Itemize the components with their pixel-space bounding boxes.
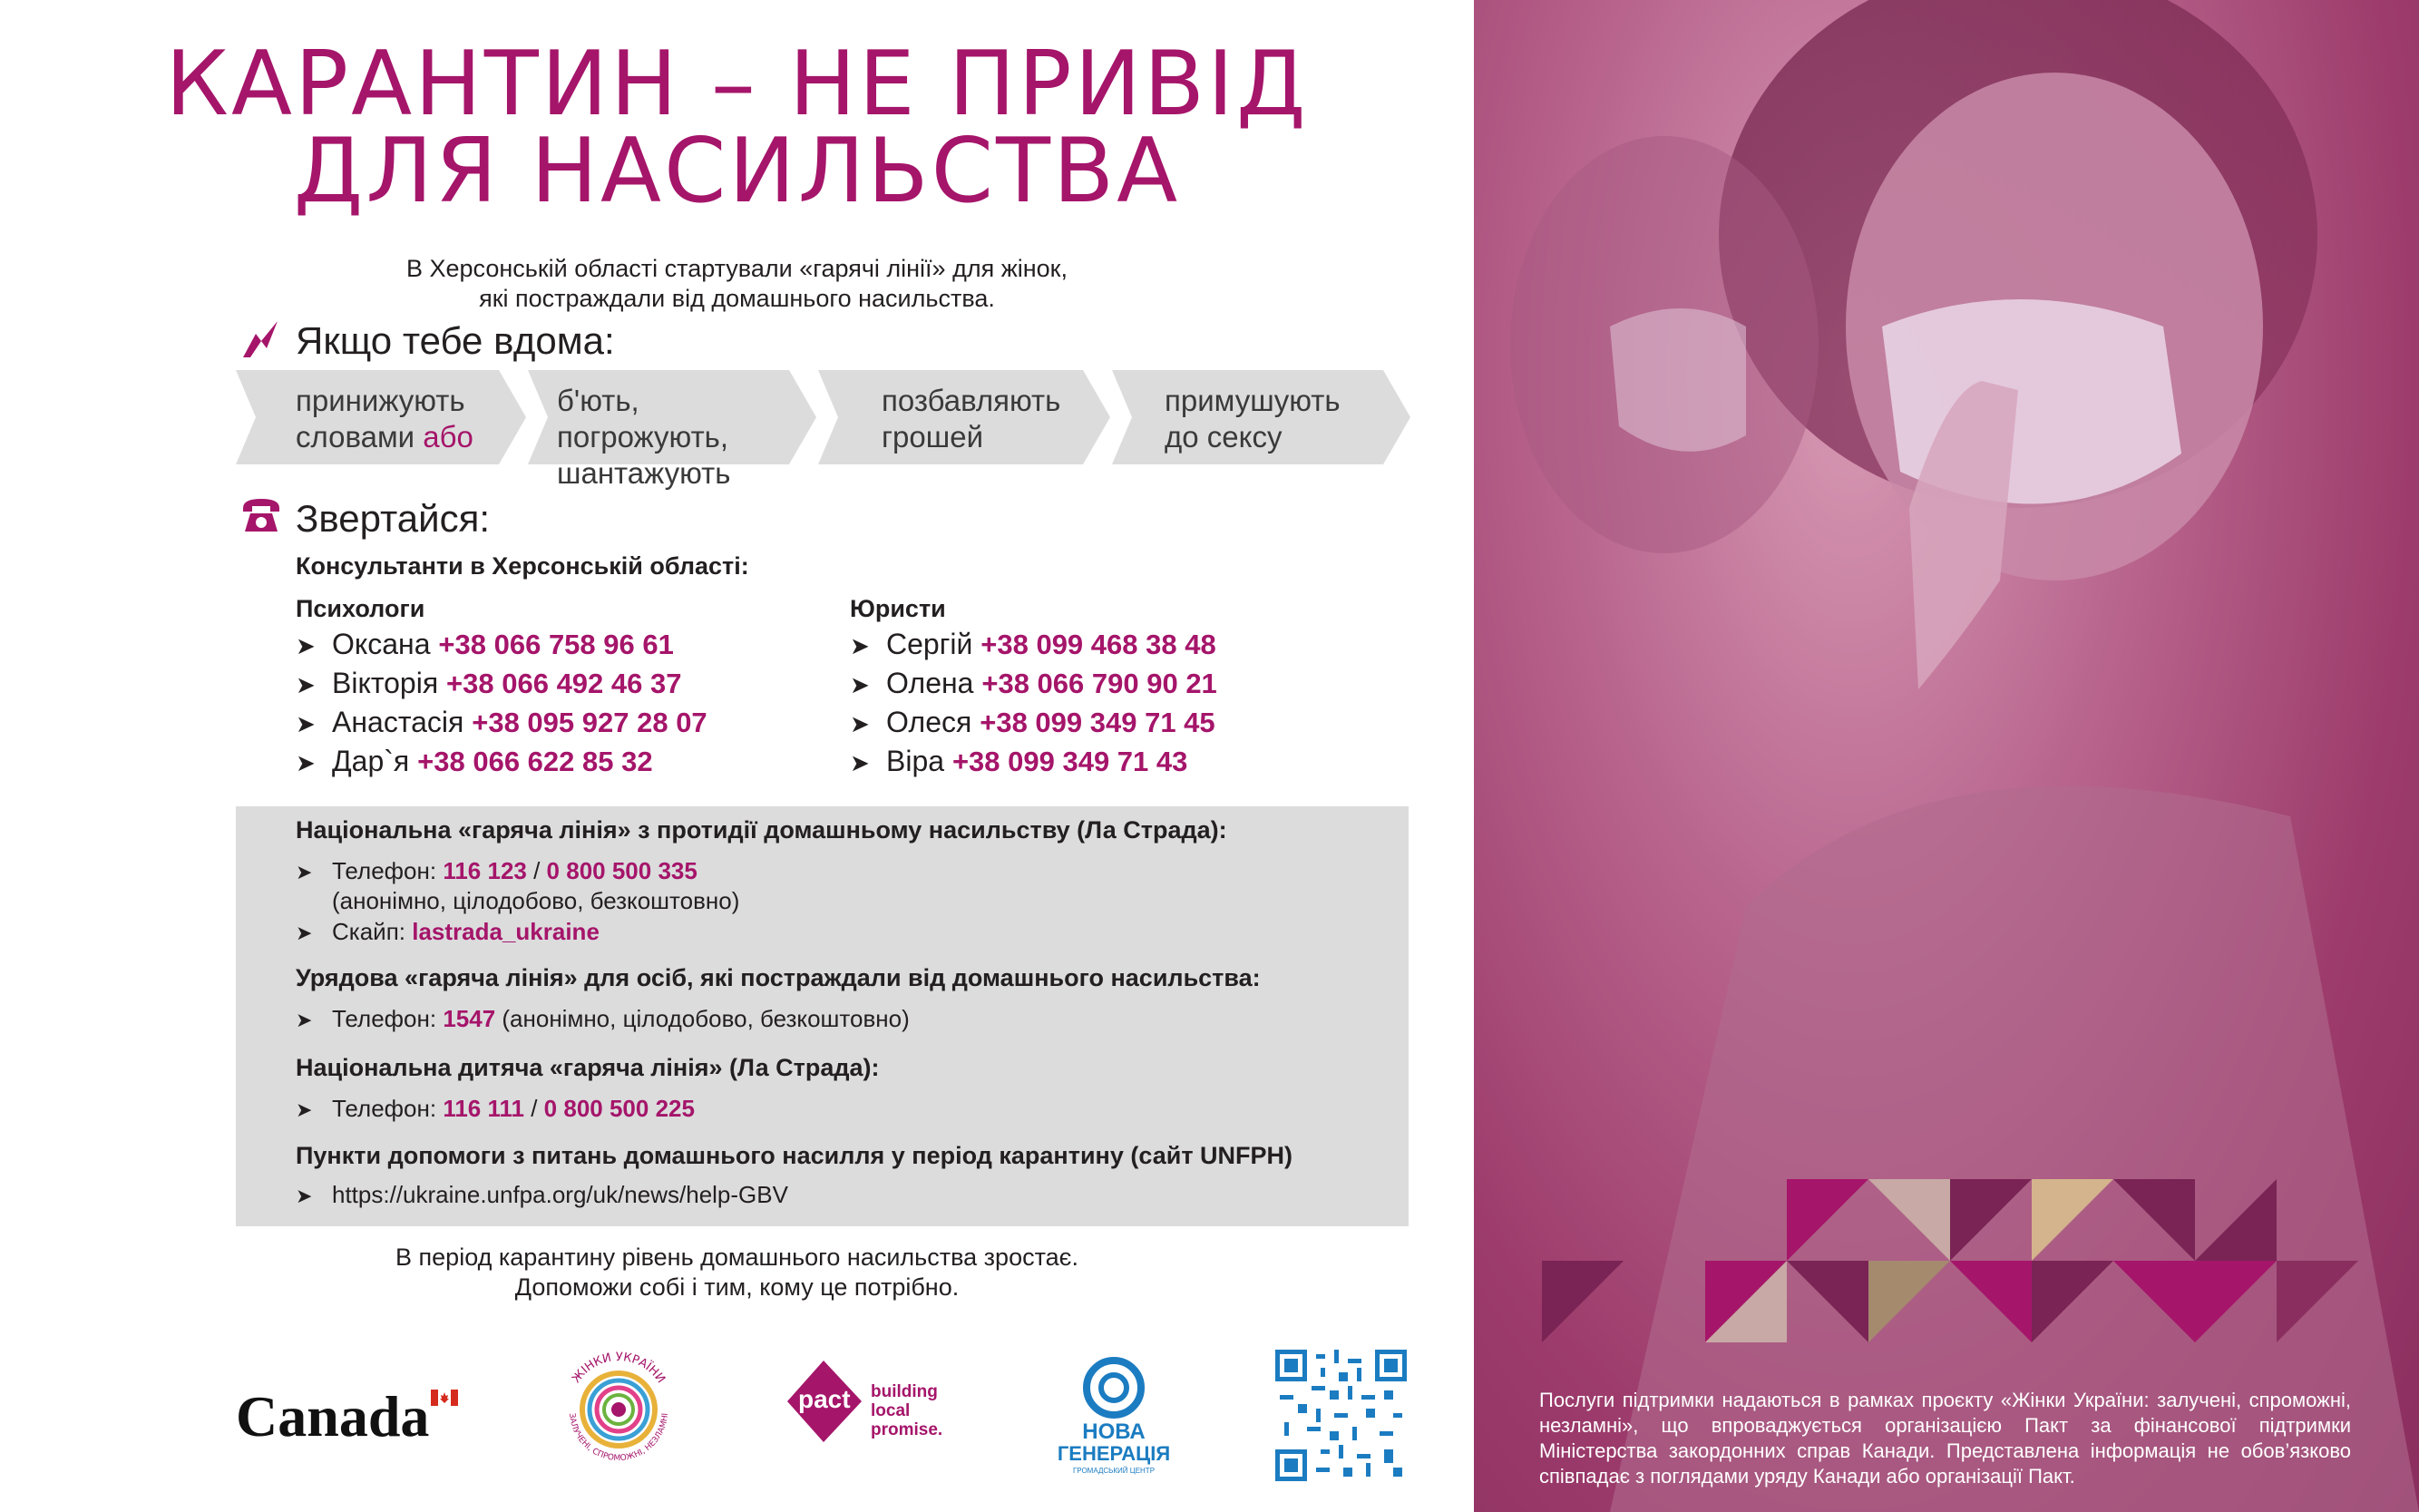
title-line-2: ДЛЯ НАСИЛЬСТВА — [293, 120, 1181, 223]
abuse-item-line: шантажують — [557, 456, 731, 490]
svg-text:ГРОМАДСЬКИЙ ЦЕНТР: ГРОМАДСЬКИЙ ЦЕНТР — [1072, 1467, 1156, 1475]
skype-handle[interactable]: lastrada_ukraine — [412, 918, 600, 945]
title-line-1: КАРАНТИН – НЕ ПРИВІД — [165, 33, 1309, 136]
project-note: Послуги підтримки надаються в рамках проєкту «Жінки України: залучені, спроможні, незламні», що впроваджується організацією Пакт за фінансової підтримки Міністерства закордонних справ Канади. Представлена інформація не обов’язково співпадає з поглядами уряду Канади або організації Пакт. — [1539, 1389, 2351, 1488]
national-hotline-phone: ➤ Телефон: 116 123 / 0 800 500 335 — [296, 857, 697, 884]
abuse-types — [236, 370, 1410, 490]
phone-number[interactable]: +38 099 349 71 43 — [951, 746, 1188, 777]
abuse-item-line: б'ють, погрожують, — [557, 384, 729, 454]
phone-number[interactable]: 0 800 500 225 — [543, 1095, 695, 1122]
chevron-right-icon: ➤ — [296, 710, 316, 737]
footer-line-1: В період карантину рівень домашнього насильства зростає. — [395, 1244, 1078, 1271]
triangle-pattern — [1542, 1179, 2358, 1342]
chevron-right-icon: ➤ — [296, 1009, 313, 1031]
phone-number[interactable]: +38 066 790 90 21 — [981, 668, 1217, 699]
list-item: ➤ Анастасія +38 095 927 28 07 — [296, 704, 707, 743]
contact-heading: Звертайся: — [296, 497, 490, 540]
unfpa-link-line — [296, 1181, 788, 1209]
abuse-item-beat — [528, 370, 816, 490]
list-item: ➤ Сергій +38 099 468 38 48 — [850, 626, 1217, 665]
list-item: ➤ Олеся +38 099 349 71 45 — [850, 704, 1217, 743]
phone-number[interactable]: 0 800 500 335 — [546, 857, 697, 884]
list-item: ➤ Олена +38 066 790 90 21 — [850, 665, 1217, 704]
chevron-right-icon: ➤ — [296, 1098, 313, 1121]
chevron-right-icon: ➤ — [296, 861, 313, 883]
consultants-label: Консультанти в Херсонській області: — [296, 552, 749, 580]
government-hotline-phone: ➤ Телефон: 1547 (анонімно, цілодобово, безкоштовно) — [296, 1005, 910, 1032]
abuse-item-line: грошей — [882, 420, 984, 454]
children-hotline-heading: Національна дитяча «гаряча лінія» (Ла Страда): — [296, 1054, 880, 1081]
chevron-right-icon: ➤ — [296, 632, 316, 659]
abuse-item-accent: або — [423, 420, 473, 454]
chevron-right-icon: ➤ — [850, 671, 870, 698]
svg-text:НОВА: НОВА — [1082, 1419, 1146, 1444]
lightning-icon — [238, 317, 283, 363]
svg-text:ЗАЛУЧЕНІ, СПРОМОЖНІ, НЕЗЛАМНІ: ЗАЛУЧЕНІ, СПРОМОЖНІ, НЕЗЛАМНІ — [566, 1412, 670, 1464]
chevron-right-icon: ➤ — [296, 922, 313, 944]
pact-tagline: building local promise. — [871, 1382, 943, 1439]
lawyers-list — [850, 626, 1217, 782]
chevron-right-icon: ➤ — [850, 749, 870, 776]
abuse-item-line: позбавляють — [882, 384, 1061, 417]
if-home-heading: Якщо тебе вдома: — [296, 319, 615, 362]
psychologists-list — [296, 626, 707, 782]
phone-number[interactable]: 116 111 — [443, 1095, 524, 1122]
phone-number[interactable]: +38 099 349 71 45 — [980, 707, 1215, 738]
abuse-item-line: словами — [296, 420, 424, 454]
intro-line-1: В Херсонській області стартували «гарячі лінії» для жінок, — [405, 255, 1068, 282]
canada-flag-icon — [431, 1390, 458, 1406]
footer-line-2: Допоможи собі і тим, кому це потрібно. — [514, 1273, 960, 1301]
chevron-right-icon: ➤ — [296, 749, 316, 776]
children-hotline-phone: ➤ Телефон: 116 111 / 0 800 500 225 — [296, 1095, 695, 1122]
canada-logo: Canada — [236, 1384, 430, 1449]
footer-text — [0, 1243, 1474, 1302]
abuse-item-humiliate — [236, 370, 526, 464]
chevron-right-icon: ➤ — [850, 710, 870, 737]
hero-image — [1474, 0, 2419, 1512]
abuse-item-line: принижують — [296, 384, 465, 417]
intro-text — [0, 254, 1474, 314]
abuse-item-money — [818, 370, 1110, 464]
phone-number[interactable]: +38 066 758 96 61 — [438, 629, 674, 660]
government-hotline-heading: Урядова «гаряча лінія» для осіб, які постраждали від домашнього насильства: — [296, 964, 1261, 991]
lawyers-label: Юристи — [850, 595, 946, 622]
nova-generatsiya-logo — [1041, 1353, 1186, 1478]
phone-number[interactable]: 1547 — [443, 1005, 496, 1032]
phone-number[interactable]: +38 066 492 46 37 — [446, 668, 682, 699]
abuse-item-sex — [1112, 370, 1410, 464]
psychologists-label: Психологи — [296, 595, 425, 622]
abuse-item-line: примушують — [1165, 384, 1341, 417]
abuse-item-line: до сексу — [1165, 420, 1283, 454]
list-item: ➤ Оксана +38 066 758 96 61 — [296, 626, 707, 665]
phone-number[interactable]: +38 066 622 85 32 — [417, 746, 653, 777]
phone-number[interactable]: +38 099 468 38 48 — [980, 629, 1216, 660]
zhinky-ukrainy-logo — [551, 1341, 686, 1475]
phone-number[interactable]: 116 123 — [443, 857, 527, 884]
unfpa-link[interactable]: https://ukraine.unfpa.org/uk/news/help-GBV — [332, 1181, 788, 1208]
chevron-right-icon: ➤ — [296, 1185, 313, 1207]
svg-text:ГЕНЕРАЦІЯ: ГЕНЕРАЦІЯ — [1057, 1442, 1171, 1465]
phone-number[interactable]: +38 095 927 28 07 — [472, 707, 707, 738]
unfpa-heading: Пункти допомоги з питань домашнього насилля у період карантину (сайт UNFPH) — [296, 1142, 1293, 1169]
list-item: ➤ Вікторія +38 066 492 46 37 — [296, 665, 707, 704]
intro-line-2: які постраждали від домашнього насильства. — [479, 285, 995, 312]
phone-icon — [239, 495, 283, 535]
list-item: ➤ Віра +38 099 349 71 43 — [850, 743, 1217, 782]
chevron-right-icon: ➤ — [850, 632, 870, 659]
list-item: ➤ Дар`я +38 066 622 85 32 — [296, 743, 707, 782]
national-hotline-note: (анонімно, цілодобово, безкоштовно) — [332, 887, 740, 914]
national-hotline-heading: Національна «гаряча лінія» з протидії домашньому насильству (Ла Страда): — [296, 816, 1227, 844]
svg-text:pact: pact — [798, 1385, 851, 1413]
svg-text:ЖІНКИ УКРАЇНИ: ЖІНКИ УКРАЇНИ — [570, 1350, 668, 1386]
chevron-right-icon: ➤ — [296, 671, 316, 698]
national-hotline-skype: ➤ Скайп: lastrada_ukraine — [296, 918, 600, 945]
qr-code[interactable] — [1275, 1350, 1407, 1481]
